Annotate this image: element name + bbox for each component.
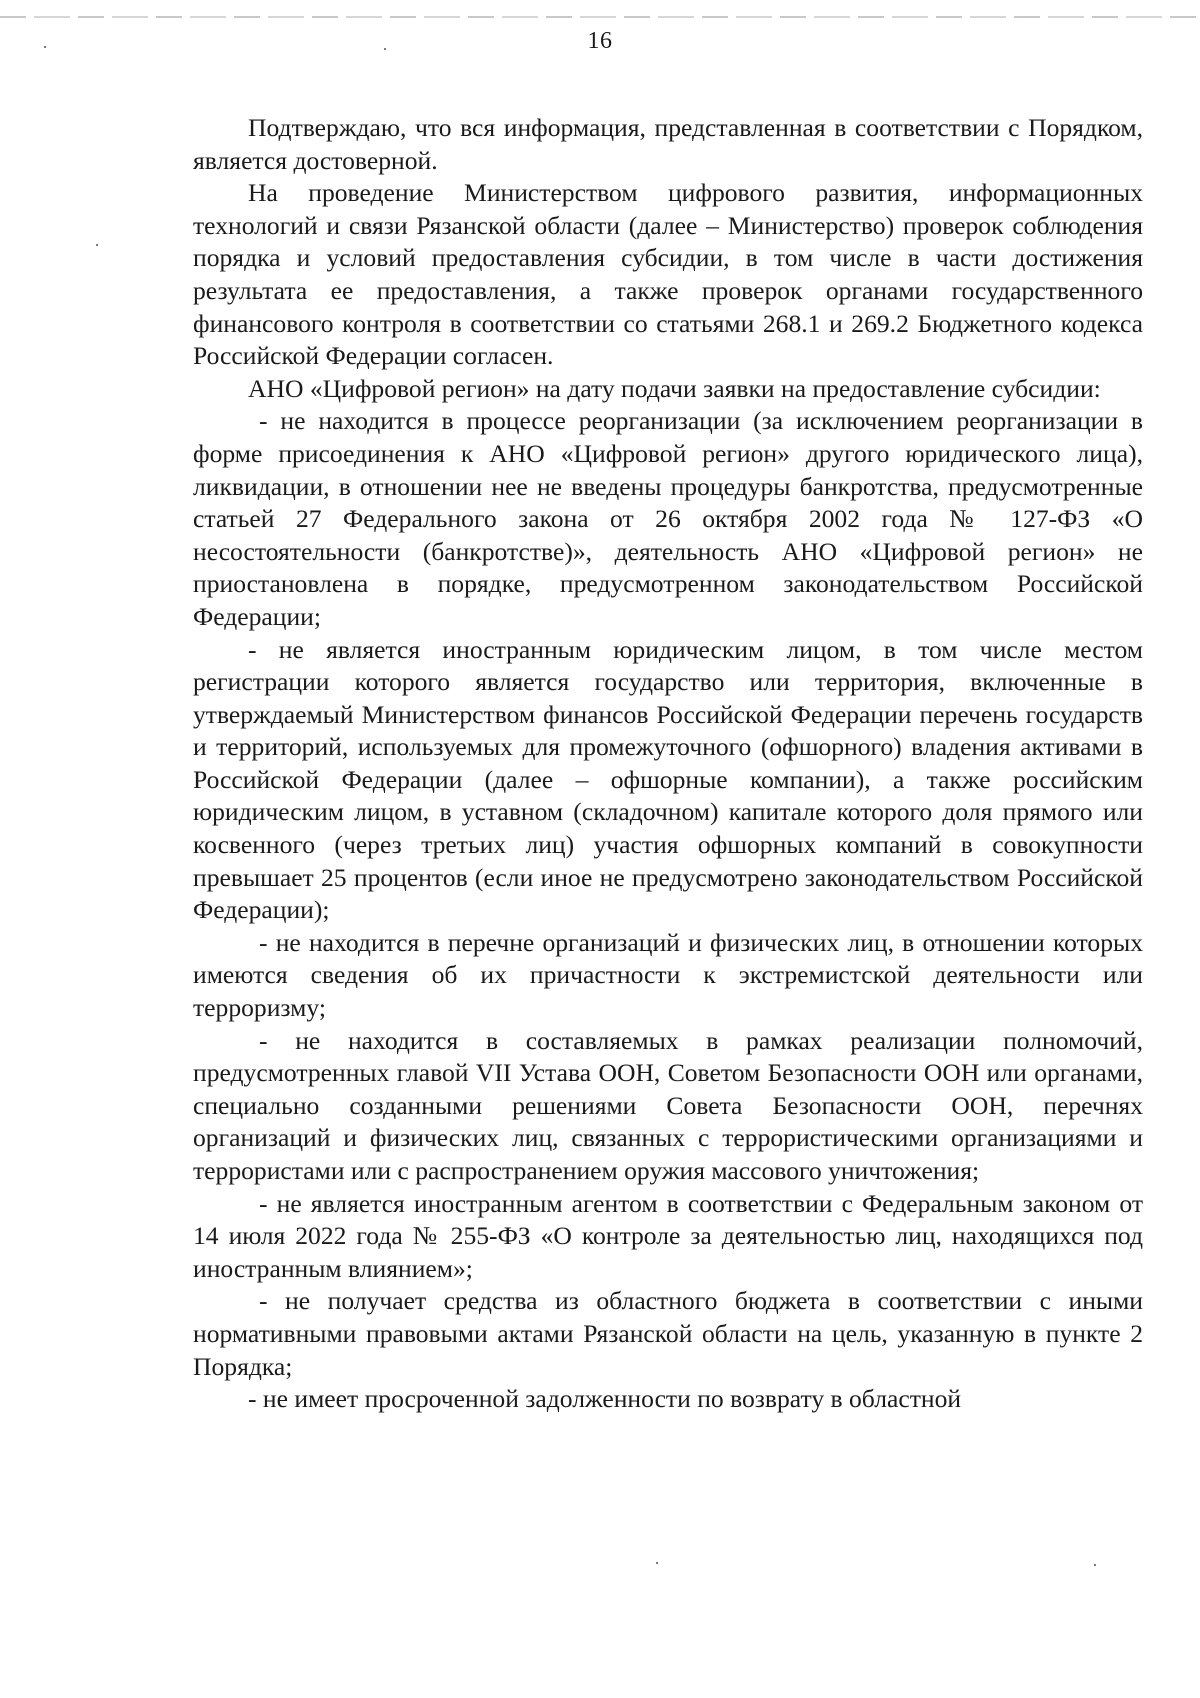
list-item-foreign-agent: - не является иностранным агентом в соответствии с Федеральным законом от 14 июля 2022 года № 255-ФЗ «О контроле за деятельностью лиц, находящихся под иностранным влиянием»; <box>193 1188 1143 1283</box>
scan-speck <box>384 48 386 50</box>
list-item-reorganization: - не находится в процессе реорганизации (за исключением реорганизации в форме присоединения к АНО «Цифровой регион» другого юридического лица), ликвидации, в отношении нее не введены процедуры банкротства, предусмотренные статьей 27 Федерального закона от 26 октября 2002 года № 127-ФЗ «О несостоятельности (банкротстве)», деятельность АНО «Цифровой регион» не приостановлена в порядке, предусмотренном законодательством Российской Федерации; <box>193 406 1143 631</box>
list-item-foreign-entity: - не является иностранным юридическим лицом, в том числе местом регистрации которого является государство или территория, включенные в утверждаемый Министерством финансов Российской Федерации перечень государств и территорий, используемых для промежуточного (офшорного) владения активами в Российской Федерации (далее – офшорные компании), а также российским юридическим лицом, в уставном (складочном) капитале которого доля прямого или косвенного (через третьих лиц) участия офшорных компаний в совокупности превышает 25 процентов (если иное не предусмотрено законодательством Российской Федерации); <box>193 634 1143 925</box>
list-item-budget-funds: - не получает средства из областного бюджета в соответствии с иными нормативными правовыми актами Рязанской области на цель, указанную в пункте 2 Порядка; <box>193 1286 1143 1381</box>
scan-artifact-line <box>0 16 1200 18</box>
paragraph-status-intro: АНО «Цифровой регион» на дату подачи заявки на предоставление субсидии: <box>248 373 1101 403</box>
list-item-extremism-list: - не находится в перечне организаций и физических лиц, в отношении которых имеются сведения об их причастности к экстремистской деятельности или терроризму; <box>193 927 1143 1023</box>
list-item-overdue-debt: - не имеет просроченной задолженности по возврату в областной <box>248 1384 962 1414</box>
paragraph-inspection-consent: На проведение Министерством цифрового развития, информационных технологий и связи Рязанской области (далее – Министерство) проверок соблюдения порядка и условий предоставления субсидии, в том числе в части достижения результата ее предоставления, а также проверок органами государственного финансового контроля в соответствии со статьями 268.1 и 269.2 Бюджетного кодекса Российской Федерации согласен. <box>193 178 1143 371</box>
scan-speck <box>1094 1564 1096 1566</box>
scan-speck <box>96 244 98 246</box>
document-body <box>193 112 1143 1416</box>
list-item-un-sanctions: - не находится в составляемых в рамках реализации полномочий, предусмотренных главой VII Устава ООН, Советом Безопасности ООН или органами, специально созданными решениями Совета Безопасности ООН, перечнях организаций и физических лиц, связанных с террористическими организациями и террористами или с распространением оружия массового уничтожения; <box>193 1025 1143 1185</box>
scan-speck <box>656 1562 658 1564</box>
scan-speck <box>44 46 46 48</box>
paragraph-confirmation: Подтверждаю, что вся информация, представленная в соответствии с Порядком, является достоверной. <box>193 113 1143 175</box>
page-number: 16 <box>587 28 613 54</box>
